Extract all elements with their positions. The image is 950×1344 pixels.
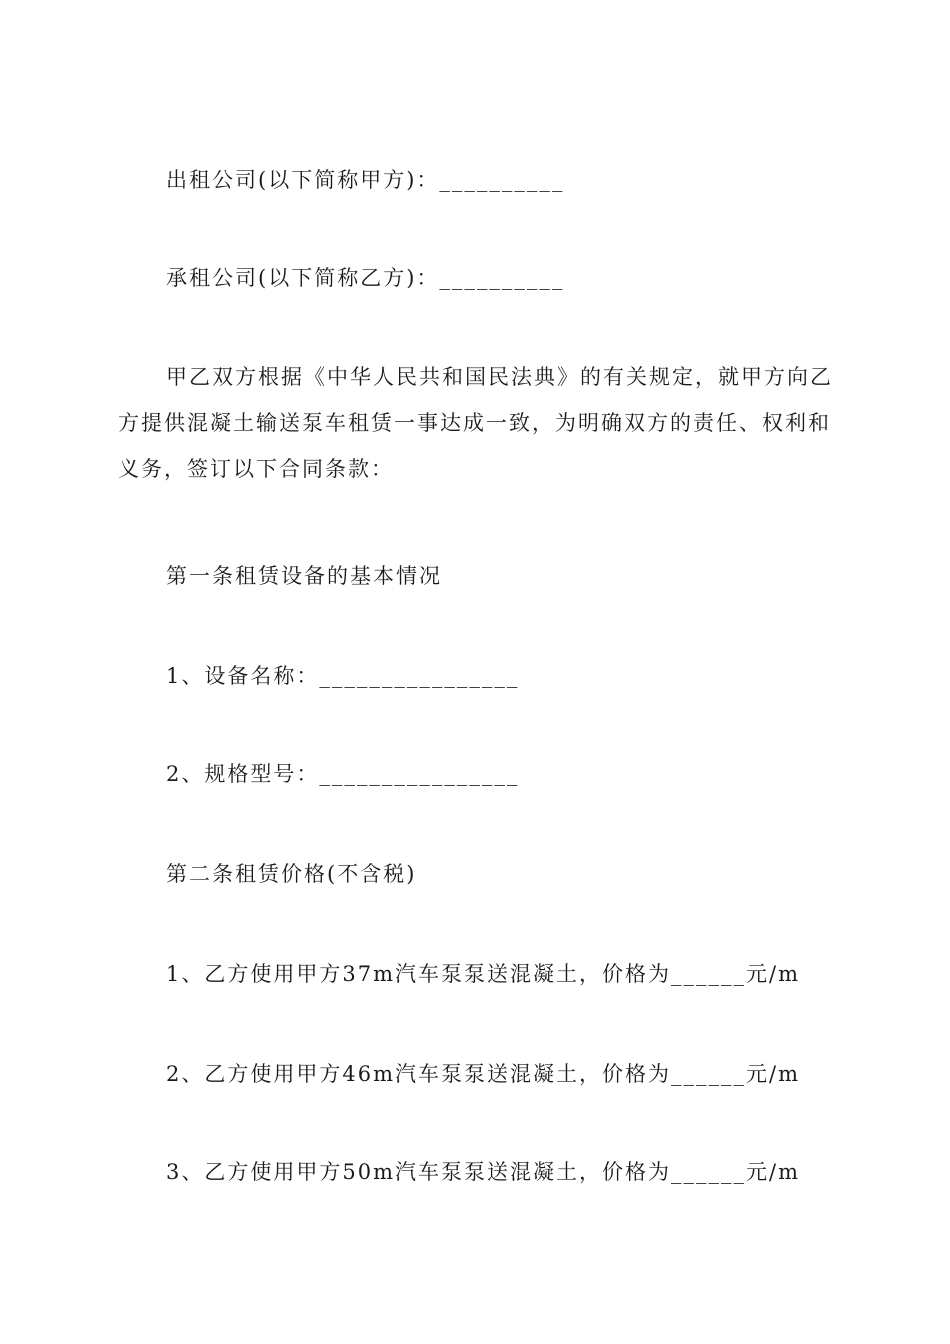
article1-item-model: 2、规格型号：________________ bbox=[166, 762, 520, 786]
article2-title: 第二条租赁价格(不含税) bbox=[166, 862, 417, 886]
article2-item-37m: 1、乙方使用甲方37m汽车泵泵送混凝土，价格为______元/m bbox=[166, 962, 800, 986]
article1-item-name: 1、设备名称：________________ bbox=[166, 664, 520, 688]
article2-item-46m: 2、乙方使用甲方46m汽车泵泵送混凝土，价格为______元/m bbox=[166, 1062, 800, 1086]
intro-paragraph: 甲乙双方根据《中华人民共和国民法典》的有关规定，就甲方向乙方提供混凝土输送泵车租赁一事达成一致，为明确双方的责任、权利和义务，签订以下合同条款： bbox=[118, 365, 833, 481]
lessor-line: 出租公司(以下简称甲方)：__________ bbox=[166, 168, 565, 192]
article2-item-50m: 3、乙方使用甲方50m汽车泵泵送混凝土，价格为______元/m bbox=[166, 1160, 800, 1184]
article1-title: 第一条租赁设备的基本情况 bbox=[166, 564, 442, 588]
lessee-line: 承租公司(以下简称乙方)：__________ bbox=[166, 266, 565, 290]
